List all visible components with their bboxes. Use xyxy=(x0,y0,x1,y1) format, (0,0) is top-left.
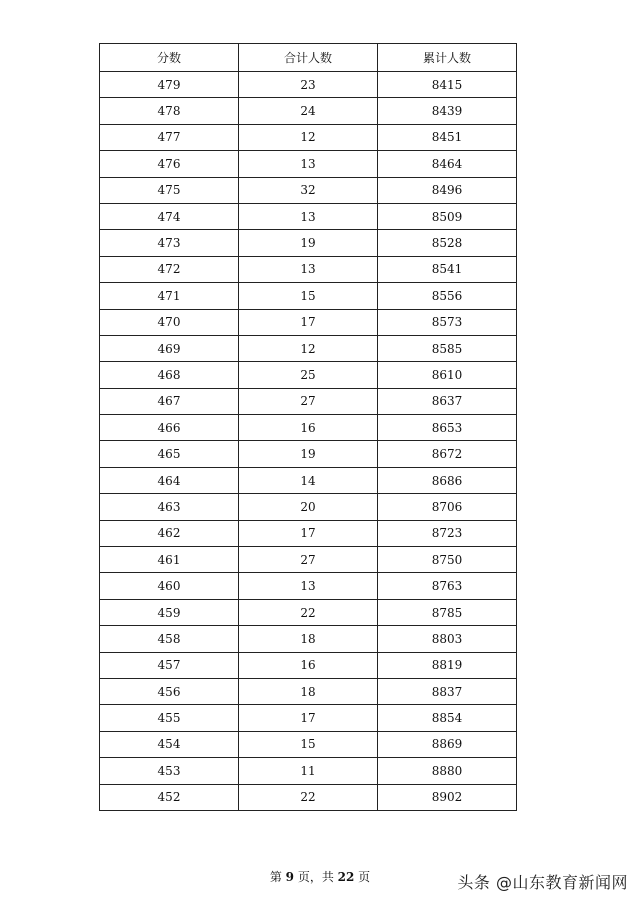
cell-score: 470 xyxy=(100,309,239,335)
cell-count: 15 xyxy=(239,731,378,757)
table-row xyxy=(100,441,517,467)
table-row xyxy=(100,784,517,810)
cell-count: 16 xyxy=(239,652,378,678)
cell-cumulative: 8686 xyxy=(378,467,517,493)
cell-score: 453 xyxy=(100,758,239,784)
table-row xyxy=(100,573,517,599)
cell-cumulative: 8854 xyxy=(378,705,517,731)
table-row xyxy=(100,151,517,177)
cell-score: 455 xyxy=(100,705,239,731)
cell-cumulative: 8785 xyxy=(378,599,517,625)
footer-prefix: 第 xyxy=(269,870,286,884)
table-row xyxy=(100,652,517,678)
cell-score: 479 xyxy=(100,72,239,98)
cell-score: 466 xyxy=(100,415,239,441)
cell-cumulative: 8869 xyxy=(378,731,517,757)
table-row xyxy=(100,678,517,704)
cell-count: 24 xyxy=(239,98,378,124)
cell-count: 18 xyxy=(239,678,378,704)
cell-count: 16 xyxy=(239,415,378,441)
cell-count: 13 xyxy=(239,573,378,599)
cell-cumulative: 8723 xyxy=(378,520,517,546)
table-row xyxy=(100,626,517,652)
cell-count: 17 xyxy=(239,520,378,546)
score-distribution-table xyxy=(99,43,517,811)
footer-suffix: 页 xyxy=(354,870,371,884)
cell-count: 13 xyxy=(239,203,378,229)
table-row xyxy=(100,203,517,229)
cell-cumulative: 8763 xyxy=(378,573,517,599)
cell-score: 463 xyxy=(100,494,239,520)
table-row xyxy=(100,98,517,124)
table-row xyxy=(100,362,517,388)
cell-score: 467 xyxy=(100,388,239,414)
cell-cumulative: 8819 xyxy=(378,652,517,678)
cell-score: 458 xyxy=(100,626,239,652)
cell-count: 13 xyxy=(239,256,378,282)
cell-count: 19 xyxy=(239,441,378,467)
cell-count: 19 xyxy=(239,230,378,256)
table-row xyxy=(100,256,517,282)
table-row xyxy=(100,599,517,625)
table-row xyxy=(100,72,517,98)
cell-score: 452 xyxy=(100,784,239,810)
cell-cumulative: 8509 xyxy=(378,203,517,229)
table-row xyxy=(100,494,517,520)
footer-page-number: 9 xyxy=(285,870,294,884)
cell-count: 12 xyxy=(239,124,378,150)
table-row xyxy=(100,467,517,493)
table-row xyxy=(100,415,517,441)
cell-score: 468 xyxy=(100,362,239,388)
cell-score: 475 xyxy=(100,177,239,203)
cell-score: 459 xyxy=(100,599,239,625)
cell-cumulative: 8573 xyxy=(378,309,517,335)
cell-count: 23 xyxy=(239,72,378,98)
cell-count: 15 xyxy=(239,283,378,309)
cell-score: 474 xyxy=(100,203,239,229)
table-body xyxy=(100,72,517,811)
cell-count: 27 xyxy=(239,547,378,573)
cell-cumulative: 8902 xyxy=(378,784,517,810)
cell-score: 473 xyxy=(100,230,239,256)
cell-cumulative: 8541 xyxy=(378,256,517,282)
cell-cumulative: 8496 xyxy=(378,177,517,203)
table-row xyxy=(100,520,517,546)
cell-score: 472 xyxy=(100,256,239,282)
table-row xyxy=(100,283,517,309)
cell-cumulative: 8637 xyxy=(378,388,517,414)
cell-cumulative: 8451 xyxy=(378,124,517,150)
cell-cumulative: 8528 xyxy=(378,230,517,256)
cell-score: 461 xyxy=(100,547,239,573)
cell-cumulative: 8585 xyxy=(378,335,517,361)
table-row xyxy=(100,230,517,256)
cell-count: 20 xyxy=(239,494,378,520)
header-score: 分数 xyxy=(100,44,239,72)
cell-cumulative: 8556 xyxy=(378,283,517,309)
cell-cumulative: 8803 xyxy=(378,626,517,652)
footer-middle: 页，共 xyxy=(294,870,338,884)
cell-count: 11 xyxy=(239,758,378,784)
cell-count: 25 xyxy=(239,362,378,388)
cell-score: 460 xyxy=(100,573,239,599)
cell-score: 464 xyxy=(100,467,239,493)
cell-count: 22 xyxy=(239,784,378,810)
cell-count: 17 xyxy=(239,309,378,335)
cell-score: 471 xyxy=(100,283,239,309)
cell-count: 22 xyxy=(239,599,378,625)
cell-count: 18 xyxy=(239,626,378,652)
cell-score: 469 xyxy=(100,335,239,361)
cell-cumulative: 8439 xyxy=(378,98,517,124)
footer-total-pages: 22 xyxy=(337,870,355,884)
cell-cumulative: 8610 xyxy=(378,362,517,388)
cell-cumulative: 8672 xyxy=(378,441,517,467)
cell-score: 454 xyxy=(100,731,239,757)
table-row xyxy=(100,309,517,335)
cell-count: 17 xyxy=(239,705,378,731)
cell-score: 456 xyxy=(100,678,239,704)
table-row xyxy=(100,388,517,414)
table-row xyxy=(100,705,517,731)
cell-count: 27 xyxy=(239,388,378,414)
cell-score: 465 xyxy=(100,441,239,467)
table-row xyxy=(100,124,517,150)
table-row xyxy=(100,335,517,361)
table-row xyxy=(100,758,517,784)
header-cumulative: 累计人数 xyxy=(378,44,517,72)
cell-score: 457 xyxy=(100,652,239,678)
cell-cumulative: 8415 xyxy=(378,72,517,98)
cell-cumulative: 8880 xyxy=(378,758,517,784)
table-row xyxy=(100,547,517,573)
cell-cumulative: 8750 xyxy=(378,547,517,573)
cell-score: 462 xyxy=(100,520,239,546)
cell-score: 478 xyxy=(100,98,239,124)
cell-count: 13 xyxy=(239,151,378,177)
cell-score: 477 xyxy=(100,124,239,150)
cell-cumulative: 8837 xyxy=(378,678,517,704)
header-count: 合计人数 xyxy=(239,44,378,72)
source-watermark: 头条 @山东教育新闻网 xyxy=(457,873,628,892)
cell-count: 32 xyxy=(239,177,378,203)
cell-score: 476 xyxy=(100,151,239,177)
cell-count: 12 xyxy=(239,335,378,361)
cell-cumulative: 8653 xyxy=(378,415,517,441)
cell-cumulative: 8706 xyxy=(378,494,517,520)
table-header-row xyxy=(100,44,517,72)
cell-cumulative: 8464 xyxy=(378,151,517,177)
table-row xyxy=(100,177,517,203)
table-row xyxy=(100,731,517,757)
cell-count: 14 xyxy=(239,467,378,493)
